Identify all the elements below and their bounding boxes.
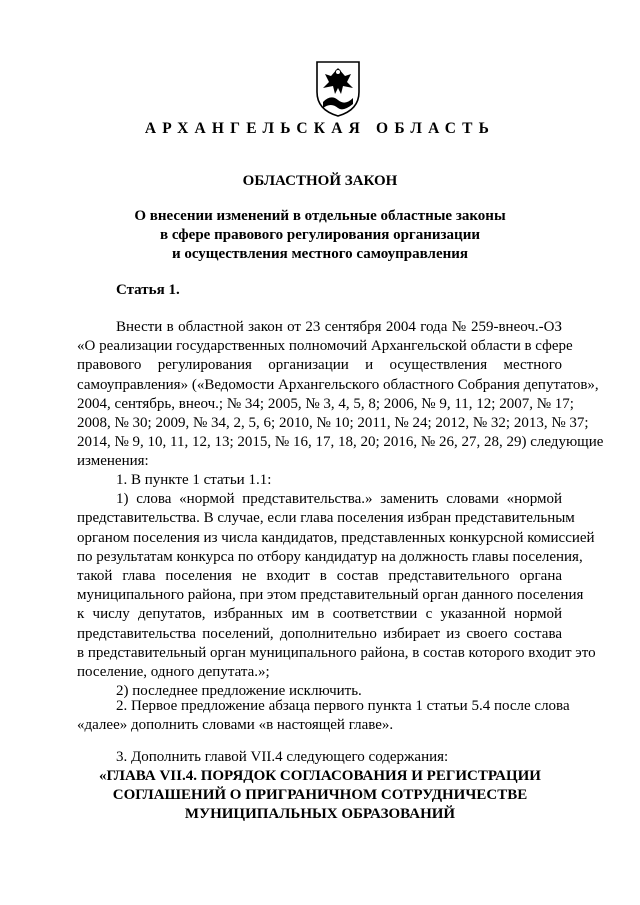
text-line: к числу депутатов, избранных им в соответствии с указанной нормой (77, 606, 562, 623)
text-line: изменения: (77, 453, 149, 470)
region-name: АРХАНГЕЛЬСКАЯ ОБЛАСТЬ (144, 120, 496, 137)
text-line: 1) слова «нормой представительства.» заменить словами «нормой (116, 491, 562, 508)
text-line: 2014, № 9, 10, 11, 12, 13; 2015, № 16, 17, 18, 20; 2016, № 26, 27, 28, 29) следующие (77, 434, 604, 451)
text-line: по результатам конкурса по отбору кандидатур на должность главы поселения, (77, 548, 583, 565)
subtitle-line: О внесении изменений в отдельные областные законы (134, 208, 506, 224)
text-line: 2008, № 30; 2009, № 34, 2, 5, 6; 2010, № 10; 2011, № 24; 2012, № 32; 2013, № 37; (77, 415, 589, 432)
text-line: органом поселения из числа кандидатов, представленных конкурсной комиссией (77, 529, 595, 546)
subtitle-line: в сфере правового регулирования организации (159, 227, 480, 243)
text-line: представительства поселений, дополнительно избирает из своего состава (77, 625, 562, 642)
text-line: 2) последнее предложение исключить. (116, 683, 362, 700)
item-title: 1. В пункте 1 статьи 1.1: (116, 472, 272, 488)
text-line: «О реализации государственных полномочий Архангельской области в сфере (77, 338, 573, 355)
chapter-line: «ГЛАВА VII.4. ПОРЯДОК СОГЛАСОВАНИЯ И РЕГИСТРАЦИИ (99, 768, 541, 784)
law-type: ОБЛАСТНОЙ ЗАКОН (242, 173, 398, 189)
text-line: 2004, сентябрь, внеоч.; № 34; 2005, № 3, 4, 5, 8; 2006, № 9, 11, 12; 2007, № 17; (77, 395, 574, 412)
article-title: Статья 1. (116, 282, 180, 298)
text-line: правового регулирования организации и осуществления местного (77, 357, 562, 374)
item-3 (77, 748, 562, 767)
text-line: представительства. В случае, если глава поселения избран представительным (77, 510, 575, 527)
item-title: 3. Дополнить главой VII.4 следующего содержания: (116, 749, 449, 765)
text-line: «далее» дополнить словами «в настоящей главе». (77, 717, 394, 734)
text-line: самоуправления» («Ведомости Архангельского областного Собрания депутатов», (77, 376, 599, 393)
text-line: такой глава поселения не входит в состав представительного органа (77, 568, 562, 585)
text-line: муниципального района, при этом представительный орган данного поселения (77, 587, 584, 604)
text-line: 2. Первое предложение абзаца первого пункта 1 статьи 5.4 после слова (116, 698, 570, 714)
text-line: в представительный орган муниципального района, в состав которого входит это (77, 644, 596, 661)
intro-paragraph (77, 318, 604, 472)
item-2 (77, 697, 570, 735)
text-line: поселение, одного депутата.»; (77, 664, 270, 681)
law-subtitle (0, 207, 640, 264)
chapter-line: СОГЛАШЕНИЙ О ПРИГРАНИЧНОМ СОТРУДНИЧЕСТВЕ (112, 787, 528, 803)
item-1 (77, 471, 596, 701)
text-line: Внести в областной закон от 23 сентября 2004 года № 259-внеоч.-ОЗ (116, 319, 562, 335)
chapter-heading (0, 767, 640, 824)
chapter-line: МУНИЦИПАЛЬНЫХ ОБРАЗОВАНИЙ (184, 806, 456, 822)
coat-of-arms-icon (313, 58, 363, 118)
subtitle-line: и осуществления местного самоуправления (171, 246, 469, 262)
